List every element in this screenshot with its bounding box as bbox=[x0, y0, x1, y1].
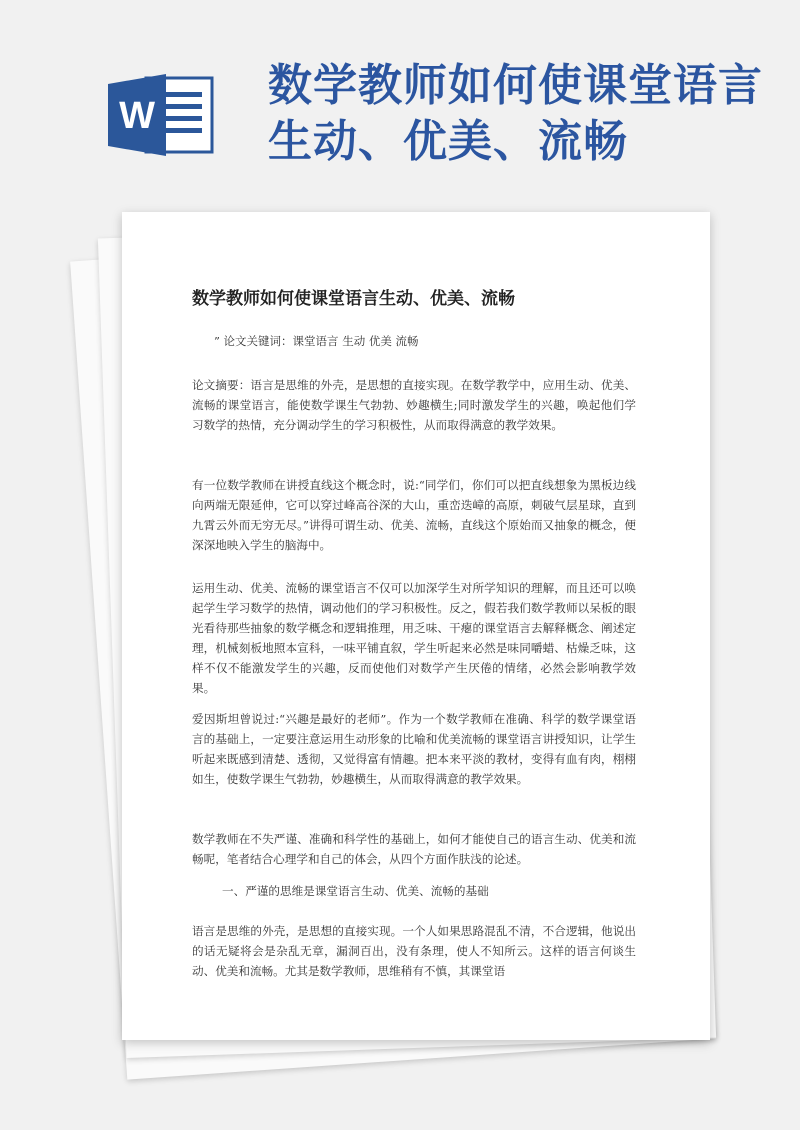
document-title: 数学教师如何使课堂语言生动、优美、流畅 bbox=[192, 289, 515, 309]
paragraph: 数学教师在不失严谨、准确和科学性的基础上，如何才能使自己的语言生动、优美和流畅呢，笔者结合心理学和自己的体会，从四个方面作肤浅的论述。 bbox=[192, 832, 636, 866]
paragraph: 有一位数学教师在讲授直线这个概念时，说:“同学们，你们可以把直线想象为黑板边线向两端无限延伸，它可以穿过峰高谷深的大山，重峦迭嶂的高原，刺破气层星球，直到九霄云外而无穷无尽。”讲得可谓生动、优美、流畅，直线这个原始而又抽象的概念，便深深地映入学生的脑海中。 bbox=[192, 478, 636, 552]
word-doc-icon bbox=[108, 72, 218, 158]
paragraph: 语言是思维的外壳，是思想的直接实现。一个人如果思路混乱不清，不合逻辑，他说出的话无疑将会是杂乱无章，漏洞百出，没有条理，使人不知所云。这样的语言何谈生动、优美和流畅。尤其是数学教师，思维稍有不慎，其课堂语 bbox=[192, 924, 636, 978]
paragraph: 爱因斯坦曾说过:“兴趣是最好的老师”。作为一个数学教师在准确、科学的数学课堂语言的基础上，一定要注意运用生动形象的比喻和优美流畅的课堂语言讲授知识，让学生听起来既感到清楚、透彻，又觉得富有情趣。把本来平淡的教材，变得有血有肉，栩栩如生，使数学课生气勃勃，妙趣横生，从而取得满意的教学效果。 bbox=[192, 712, 636, 786]
section-heading: 一、严谨的思维是课堂语言生动、优美、流畅的基础 bbox=[222, 884, 489, 898]
paragraph-abstract: 论文摘要：语言是思维的外壳，是思想的直接实现。在数学教学中，应用生动、优美、流畅的课堂语言，能使数学课生气勃勃、妙趣横生;同时激发学生的兴趣，唤起他们学习数学的热情，充分调动学生的学习积极性，从而取得满意的教学效果。 bbox=[192, 378, 636, 432]
paragraph: 运用生动、优美、流畅的课堂语言不仅可以加深学生对所学知识的理解，而且还可以唤起学生学习数学的热情，调动他们的学习积极性。反之，假若我们数学教师以呆板的眼光看待那些抽象的数学概念和逻辑推理，用乏味、干瘪的课堂语言去解释概念、阐述定理，机械刻板地照本宣科，一味平铺直叙，学生听起来必然是味同嚼蜡、枯燥乏味，这样不仅不能激发学生的兴趣，反而使他们对数学产生厌倦的情绪，必然会影响教学效果。 bbox=[192, 581, 636, 695]
document-keywords: ” 论文关键词：课堂语言 生动 优美 流畅 bbox=[214, 334, 419, 348]
page-title: 数学教师如何使课堂语言生动、优美、流畅 bbox=[268, 60, 763, 167]
word-icon-letter: W bbox=[119, 95, 155, 137]
document-page bbox=[122, 212, 710, 1040]
